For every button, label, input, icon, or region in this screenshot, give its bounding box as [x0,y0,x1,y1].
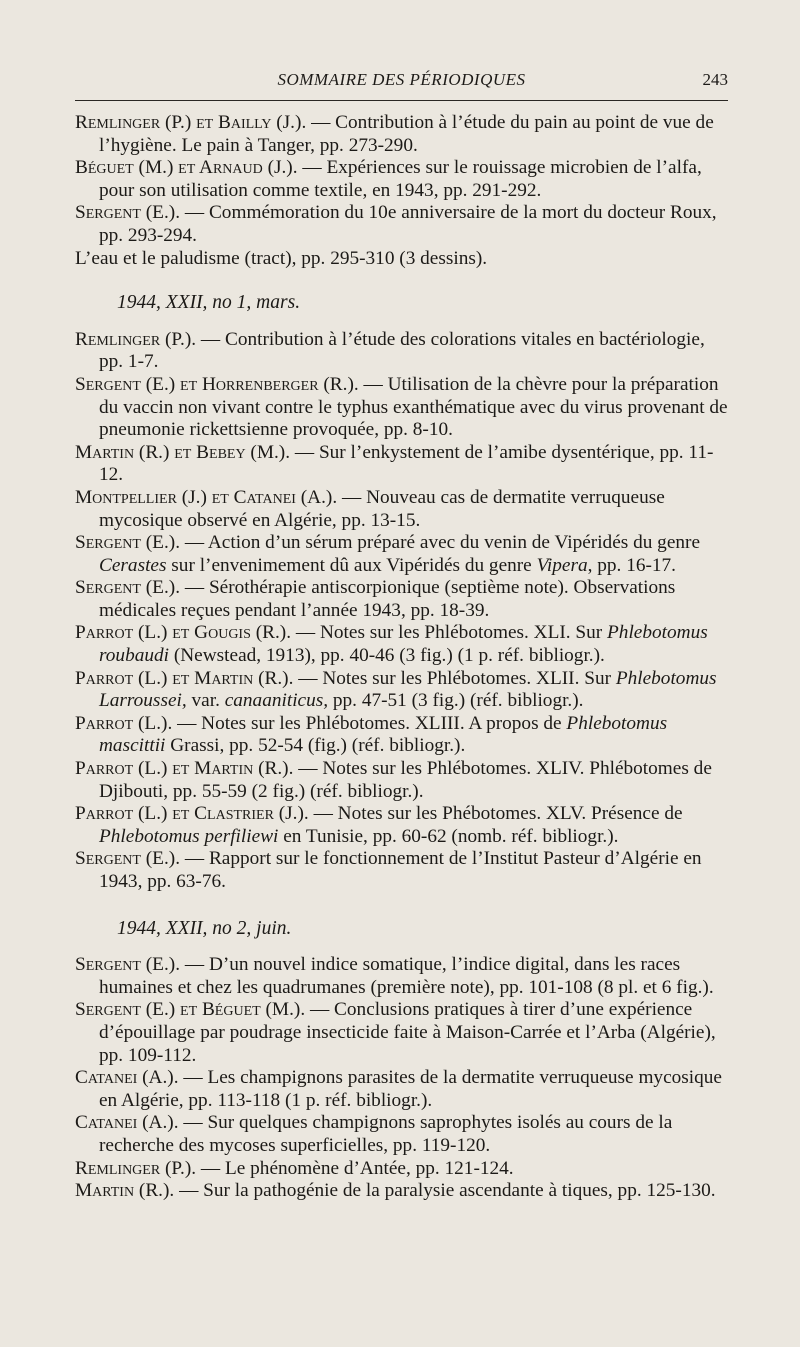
entry-author: Sergent (E.) et Béguet (M.) [75,999,301,1021]
bibliography-entry [75,487,730,532]
entry-text: . — Les champignons parasites de la dermatite verruqueuse mycosique en Algérie, pp. 113-118 (1 p. réf. bibliogr.). [99,1067,722,1111]
entry-text: . — Sérothérapie antiscorpionique (septième note). Observations médicales reçues pendant l’année 1943, pp. 18-39. [99,577,676,621]
entry-text: . — Contribution à l’étude des colorations vitales en bactériologie, pp. 1-7. [99,328,705,373]
entry-author: Béguet (M.) et Arnaud (J.) [75,157,293,179]
entry-author: Sergent (E.) et Horrenberger (R.) [75,373,354,395]
bibliography-entry [75,1180,730,1203]
entry-taxon: Vipera [536,554,588,576]
bibliography-entry [75,999,730,1067]
bibliography-entry [75,622,730,667]
entry-author: Parrot (L.) et Clastrier (J.) [75,803,304,825]
entries-group-b [75,329,730,894]
entry-text: pp. 47-51 (3 fig.) (réf. bibliogr.). [328,690,584,712]
bibliography-entry [75,668,730,713]
entry-author: Remlinger (P.) [75,1157,192,1179]
entries-group-c [75,954,730,1203]
entry-taxon: canaaniticus, [224,690,329,712]
entries-group-a [75,112,730,270]
entry-text: . — Commémoration du 10e anniversaire de la mort du docteur Roux, pp. 293-294. [99,202,717,246]
entry-taxon: Cerastes [99,554,167,576]
bibliography-entry [75,329,730,374]
entry-text: . — Expériences sur le rouissage microbien de l’alfa, pour son utilisation comme textile, en 1943, pp. 291-292. [99,157,702,201]
bibliography-entry [75,248,730,271]
entry-text: . — Action d’un sérum préparé avec du venin de Vipéridés du genre [175,532,701,554]
entry-taxon: Phlebotomus Larroussei, [99,667,717,712]
entry-text: . — Utilisation de la chèvre pour la préparation du vaccin non vivant contre le typhus exanthématique avec du virus provenant de pneumonie rickettsienne provoquée, pp. 8-10. [99,373,728,441]
entry-text: en Tunisie, pp. 60-62 (nomb. réf. bibliogr.). [278,825,619,847]
bibliography-entry [75,157,730,202]
bibliography-entry [75,803,730,848]
entry-text: . — Notes sur les Phlébotomes. XLIV. Phlébotomes de Djibouti, pp. 55-59 (2 fig.) (réf. bibliogr.). [99,758,712,802]
entry-text: . — Sur quelques champignons saprophytes isolés au cours de la recherche des mycoses superficielles, pp. 119-120. [99,1112,673,1156]
entry-author: Sergent (E.) [75,954,176,976]
entry-text: , pp. 16-17. [587,554,676,576]
entry-text: (Newstead, 1913), pp. 40-46 (3 fig.) (1 p. réf. bibliogr.). [169,645,605,667]
entry-author: Parrot (L.) et Martin (R.) [75,667,289,689]
issue-heading-2: 1944, XXII, no 2, juin. [117,917,292,939]
entry-text: . — Notes sur les Phlébotomes. XLII. Sur [288,667,616,689]
bibliography-entry [75,532,730,577]
entry-author: Sergent (E.) [75,202,176,224]
bibliography-entry [75,848,730,893]
entry-taxon: Phlebotomus roubaudi [99,622,708,667]
entry-text: . — Le phénomène d’Antée, pp. 121-124. [191,1157,514,1179]
bibliography-entry [75,202,730,247]
bibliography-entry [75,112,730,157]
entry-text: . — D’un nouvel indice somatique, l’indice digital, dans les races humaines et chez les quadrumanes (première note), pp. 101-108 (8 pl. et 6 fig.). [99,954,714,998]
entry-text: . — Sur l’enkystement de l’amibe dysentérique, pp. 11-12. [99,441,714,486]
bibliography-entry [75,954,730,999]
entry-text: . — Nouveau cas de dermatite verruqueuse mycosique observé en Algérie, pp. 13-15. [99,486,665,531]
entry-author: Parrot (L.) et Gougis (R.) [75,622,287,644]
running-header [75,70,728,101]
entry-text: . — Contribution à l’étude du pain au point de vue de l’hygiène. Le pain à Tanger, pp. 273-290. [99,112,714,156]
bibliography-entry [75,577,730,622]
entry-author: Sergent (E.) [75,848,176,870]
entry-text: . — Conclusions pratiques à tirer d’une expérience d’épouillage par poudrage insecticide faite à Maison-Carrée et l’Arba (Algérie), pp. 109-112. [99,999,716,1066]
entry-author: Parrot (L.) [75,712,168,734]
bibliography-entry [75,1067,730,1112]
running-title: SOMMAIRE DES PÉRIODIQUES [277,70,526,89]
entry-author: Parrot (L.) et Martin (R.) [75,758,289,780]
entry-taxon: Phlebotomus mascittii [99,712,668,757]
entry-author: Sergent (E.) [75,532,176,554]
entry-author: Montpellier (J.) et Catanei (A.) [75,486,333,508]
entry-text: var. [186,690,225,712]
page-number: 243 [702,70,728,89]
entry-text: . — Rapport sur le fonctionnement de l’Institut Pasteur d’Algérie en 1943, pp. 63-76. [99,848,702,892]
bibliography-entry [75,1158,730,1181]
entry-text: sur l’envenimement dû aux Vipéridés du genre [166,554,537,576]
bibliography-entry [75,713,730,758]
entry-taxon: Phlebotomus perfiliewi [99,825,279,847]
bibliography-entry [75,442,730,487]
entry-text: . — Notes sur les Phlébotomes. XLI. Sur [286,622,608,644]
entry-author: Sergent (E.) [75,577,176,599]
entry-author: Catanei (A.) [75,1067,174,1089]
entry-text: . — Notes sur les Phébotomes. XLV. Présence de [303,803,683,825]
entry-author: Martin (R.) et Bebey (M.) [75,441,286,463]
entry-author: Remlinger (P.) [75,328,192,350]
entry-text: L’eau et le paludisme (tract), pp. 295-310 (3 dessins). [75,247,488,269]
entry-author: Martin (R.) [75,1180,170,1202]
entry-text: . — Notes sur les Phlébotomes. XLIII. A propos de [167,712,567,734]
bibliography-entry [75,374,730,442]
bibliography-entry [75,758,730,803]
entry-text: . — Sur la pathogénie de la paralysie ascendante à tiques, pp. 125-130. [169,1180,716,1202]
periodical-summary [75,112,730,1203]
entry-author: Remlinger (P.) et Bailly (J.) [75,112,302,133]
entry-author: Catanei (A.) [75,1112,174,1134]
entry-text: Grassi, pp. 52-54 (fig.) (réf. bibliogr.). [165,735,466,757]
bibliography-entry [75,1112,730,1157]
issue-heading-1: 1944, XXII, no 1, mars. [117,292,301,314]
